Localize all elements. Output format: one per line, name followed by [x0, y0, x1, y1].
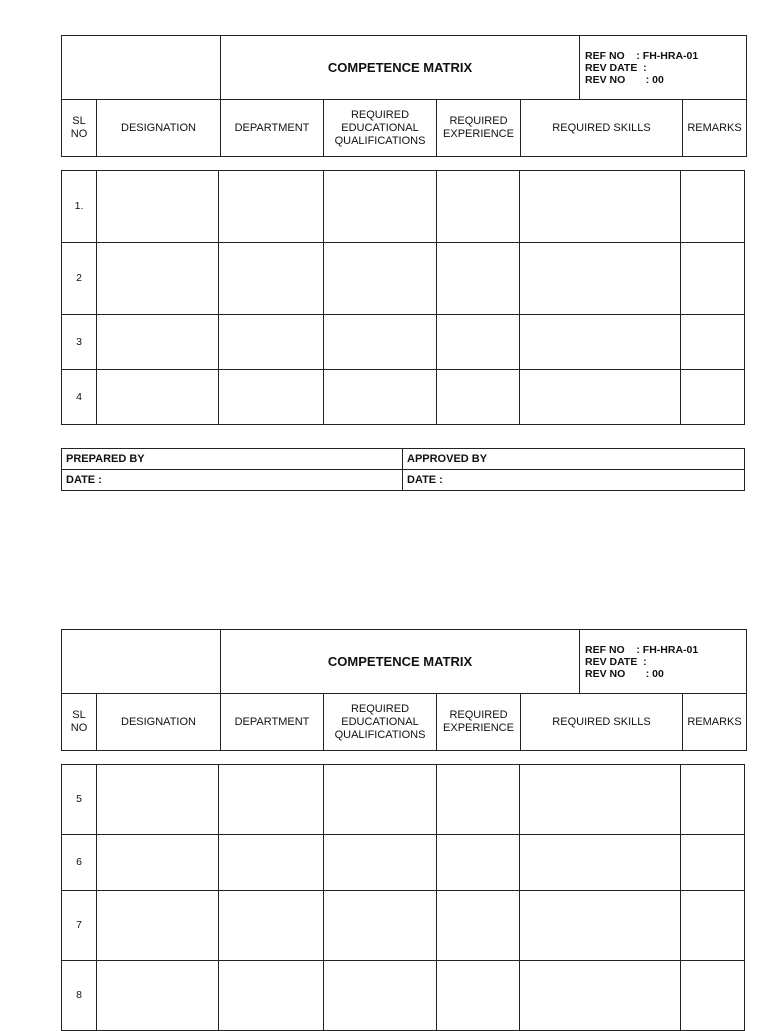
cell[interactable]	[437, 315, 520, 370]
ref-block	[580, 630, 747, 694]
cell[interactable]	[520, 370, 681, 425]
table-row	[62, 315, 745, 370]
cell[interactable]	[219, 891, 324, 961]
cell[interactable]	[97, 835, 219, 891]
row-number: 4	[62, 370, 97, 425]
cell[interactable]	[324, 370, 437, 425]
table-row	[62, 891, 745, 961]
cell[interactable]	[97, 243, 219, 315]
approved-by-label: APPROVED BY	[403, 449, 745, 470]
col-remarks: REMARKS	[683, 100, 747, 157]
col-educational: REQUIRED EDUCATIONAL QUALIFICATIONS	[324, 694, 437, 751]
cell[interactable]	[97, 961, 219, 1031]
col-designation: DESIGNATION	[97, 100, 221, 157]
cell[interactable]	[520, 835, 681, 891]
cell[interactable]	[219, 835, 324, 891]
form-title: COMPETENCE MATRIX	[221, 630, 580, 694]
row-number: 6	[62, 835, 97, 891]
approved-date-label: DATE :	[403, 470, 745, 491]
cell[interactable]	[97, 315, 219, 370]
cell[interactable]	[681, 171, 745, 243]
row-number: 7	[62, 891, 97, 961]
cell[interactable]	[437, 243, 520, 315]
cell[interactable]	[520, 961, 681, 1031]
table-row	[62, 961, 745, 1031]
col-educational: REQUIRED EDUCATIONAL QUALIFICATIONS	[324, 100, 437, 157]
col-department: DEPARTMENT	[221, 694, 324, 751]
cell[interactable]	[681, 765, 745, 835]
row-number: 8	[62, 961, 97, 1031]
cell[interactable]	[681, 891, 745, 961]
rev-no: REV NO : 00	[585, 667, 664, 680]
cell[interactable]	[219, 370, 324, 425]
form-title: COMPETENCE MATRIX	[221, 36, 580, 100]
prepared-date-label: DATE :	[62, 470, 403, 491]
rev-no: REV NO : 00	[585, 73, 664, 86]
col-remarks: REMARKS	[683, 694, 747, 751]
cell[interactable]	[324, 891, 437, 961]
entries-table-1	[61, 170, 745, 425]
blank-cell	[62, 36, 221, 100]
cell[interactable]	[97, 171, 219, 243]
col-designation: DESIGNATION	[97, 694, 221, 751]
cell[interactable]	[97, 891, 219, 961]
cell[interactable]	[97, 765, 219, 835]
cell[interactable]	[219, 243, 324, 315]
cell[interactable]	[219, 315, 324, 370]
table-row	[62, 765, 745, 835]
cell[interactable]	[437, 171, 520, 243]
row-number: 2	[62, 243, 97, 315]
cell[interactable]	[97, 370, 219, 425]
col-sl-no: SL NO	[62, 100, 97, 157]
cell[interactable]	[681, 961, 745, 1031]
row-number: 1.	[62, 171, 97, 243]
col-department: DEPARTMENT	[221, 100, 324, 157]
cell[interactable]	[219, 961, 324, 1031]
ref-no: REF NO : FH-HRA-01	[585, 643, 699, 656]
signature-table	[61, 448, 745, 491]
table-row	[62, 370, 745, 425]
cell[interactable]	[437, 835, 520, 891]
entries-table-2	[61, 764, 745, 1031]
col-experience: REQUIRED EXPERIENCE	[437, 100, 521, 157]
cell[interactable]	[520, 765, 681, 835]
row-number: 3	[62, 315, 97, 370]
cell[interactable]	[437, 370, 520, 425]
cell[interactable]	[520, 891, 681, 961]
header-table-1	[61, 35, 747, 157]
cell[interactable]	[219, 765, 324, 835]
table-row	[62, 835, 745, 891]
cell[interactable]	[324, 171, 437, 243]
table-row	[62, 171, 745, 243]
cell[interactable]	[520, 243, 681, 315]
cell[interactable]	[437, 961, 520, 1031]
cell[interactable]	[437, 891, 520, 961]
header-table-2	[61, 629, 747, 751]
col-skills: REQUIRED SKILLS	[521, 694, 683, 751]
cell[interactable]	[520, 171, 681, 243]
rev-date: REV DATE :	[585, 655, 647, 668]
col-sl-no: SL NO	[62, 694, 97, 751]
cell[interactable]	[520, 315, 681, 370]
cell[interactable]	[324, 835, 437, 891]
ref-block	[580, 36, 747, 100]
cell[interactable]	[681, 315, 745, 370]
cell[interactable]	[324, 315, 437, 370]
table-row	[62, 243, 745, 315]
prepared-by-label: PREPARED BY	[62, 449, 403, 470]
cell[interactable]	[324, 243, 437, 315]
cell[interactable]	[681, 370, 745, 425]
cell[interactable]	[219, 171, 324, 243]
cell[interactable]	[324, 961, 437, 1031]
ref-no: REF NO : FH-HRA-01	[585, 49, 699, 62]
cell[interactable]	[324, 765, 437, 835]
row-number: 5	[62, 765, 97, 835]
cell[interactable]	[681, 243, 745, 315]
col-skills: REQUIRED SKILLS	[521, 100, 683, 157]
cell[interactable]	[437, 765, 520, 835]
col-experience: REQUIRED EXPERIENCE	[437, 694, 521, 751]
blank-cell	[62, 630, 221, 694]
cell[interactable]	[681, 835, 745, 891]
rev-date: REV DATE :	[585, 61, 647, 74]
